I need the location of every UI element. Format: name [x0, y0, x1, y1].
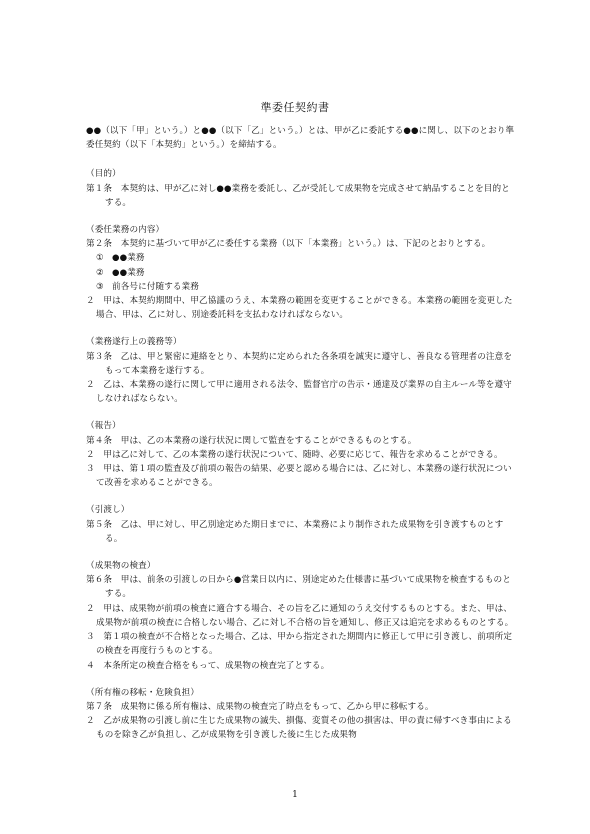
- item-number: ②: [96, 267, 104, 278]
- article-caption: （業務遂行上の義務等）: [86, 337, 182, 348]
- page-number: 1: [292, 790, 298, 800]
- paragraph-number: ４: [86, 660, 95, 671]
- sub-paragraph: [86, 714, 516, 742]
- document-body: [86, 124, 516, 756]
- list-item: [96, 251, 516, 265]
- paragraph-text: 甲は、本契約期間中、甲乙協議のうえ、本業務の範囲を変更することができる。本業務の範囲を変更した場合、甲は、乙に対し、別途委託料を支払わなければならない。: [96, 296, 513, 321]
- paragraph-number: ２: [86, 716, 95, 727]
- item-text: ●●業務: [112, 267, 145, 278]
- paragraph-text: 甲は、成果物が前項の検査に適合する場合、その旨を乙に通知のうえ交付するものとする。また、甲は、成果物が前項の検査に合格しない場合、乙に対し不合格の旨を通知し、修正又は追完を求めるものとする。: [96, 603, 514, 628]
- article-text: 成果物に係る所有権は、成果物の検査完了時点をもって、乙から甲に移転する。: [120, 701, 434, 712]
- list-item: [96, 266, 516, 280]
- article-main-paragraph: [86, 518, 516, 546]
- article-text: 甲は、前条の引渡しの日から●営業日以内に、別途定めた仕様書に基づいて成果物を検査するものとする。: [105, 575, 511, 600]
- article-text: 本契約に基づいて甲が乙に委任する業務（以下「本業務」という。）は、下記のとおりとする。: [120, 239, 491, 250]
- article-main-paragraph: [86, 573, 516, 601]
- article-caption: （目的）: [86, 169, 121, 180]
- article-6: [86, 559, 516, 673]
- article-main-paragraph: [86, 237, 516, 251]
- item-text: ●●業務: [112, 253, 145, 264]
- article-text: 甲は、乙の本業務の遂行状況に関して監査をすることができるものとする。: [120, 435, 417, 446]
- article-caption: （所有権の移転・危険負担）: [86, 687, 200, 698]
- paragraph-text: 乙は、本業務の遂行に関して甲に適用される法令、監督官庁の告示・通達及び業界の自主ルール等を遵守しなければならない。: [96, 380, 512, 405]
- paragraph-text: 甲は乙に対して、乙の本業務の遂行状況について、随時、必要に応じて、報告を求めることができる。: [103, 449, 503, 460]
- article-main-paragraph: [86, 700, 516, 714]
- item-number: ①: [96, 253, 104, 264]
- sub-paragraph: [86, 294, 516, 322]
- paragraph-number: ３: [86, 632, 95, 643]
- sub-paragraph: [86, 659, 516, 673]
- article-caption: （委任業務の内容）: [86, 225, 165, 236]
- article-4: [86, 419, 516, 490]
- item-list: [86, 251, 516, 294]
- sub-paragraph: [86, 630, 516, 658]
- article-caption: （成果物の検査）: [86, 561, 156, 572]
- article-number: 第２条: [86, 239, 113, 250]
- paragraph-number: ２: [86, 296, 95, 307]
- article-number: 第６条: [86, 575, 113, 586]
- sub-paragraph: [86, 378, 516, 406]
- article-number: 第４条: [86, 435, 113, 446]
- paragraph-number: ２: [86, 603, 95, 614]
- document-title: 準委任契約書: [260, 101, 330, 114]
- article-1: [86, 167, 516, 210]
- article-text: 乙は、甲に対し、甲乙別途定めた期日までに、本業務により制作された成果物を引き渡すものとする。: [105, 519, 504, 544]
- article-main-paragraph: [86, 350, 516, 378]
- paragraph-text: 甲は、第１項の監査及び前項の報告の結果、必要と認める場合には、乙に対し、本業務の遂行状況について改善を求めることができる。: [96, 464, 512, 489]
- article-2: [86, 223, 516, 322]
- article-3: [86, 335, 516, 406]
- article-caption: （報告）: [86, 421, 121, 432]
- sub-paragraph: [86, 448, 516, 462]
- article-main-paragraph: [86, 434, 516, 448]
- item-number: ③: [96, 281, 104, 292]
- article-number: 第１条: [86, 183, 113, 194]
- article-5: [86, 503, 516, 546]
- paragraph-number: ２: [86, 380, 95, 391]
- article-caption: （引渡し）: [86, 505, 130, 516]
- paragraph-number: ２: [86, 449, 95, 460]
- paragraph-number: ３: [86, 464, 95, 475]
- paragraph-text: 乙が成果物の引渡し前に生じた成果物の滅失、損傷、変質その他の損害は、甲の責に帰すべき事由によるものを除き乙が負担し、乙が成果物を引き渡した後に生じた成果物: [96, 716, 512, 741]
- article-text: 乙は、甲と緊密に連絡をとり、本契約に定められた各条項を誠実に遵守し、善良なる管理者の注意をもって本業務を遂行する。: [105, 351, 513, 376]
- article-main-paragraph: [86, 182, 516, 210]
- article-text: 本契約は、甲が乙に対し●●業務を委託し、乙が受託して成果物を完成させて納品することを目的とする。: [105, 183, 510, 208]
- sub-paragraph: [86, 462, 516, 490]
- article-7: [86, 686, 516, 743]
- article-number: 第５条: [86, 519, 113, 530]
- intro-paragraph: ●●（以下「甲」という。）と●●（以下「乙」という。）とは、甲が乙に委託する●●に関し、以下のとおり準委任契約（以下「本契約」という。）を締結する。: [86, 126, 515, 151]
- article-number: 第７条: [86, 701, 113, 712]
- item-text: 前各号に付随する業務: [112, 281, 199, 292]
- list-item: [96, 280, 516, 294]
- paragraph-text: 第１項の検査が不合格となった場合、乙は、甲から指定された期間内に修正して甲に引き渡し、前項所定の検査を再度行うものとする。: [96, 632, 513, 657]
- article-number: 第３条: [86, 351, 113, 362]
- sub-paragraph: [86, 602, 516, 630]
- paragraph-text: 本条所定の検査合格をもって、成果物の検査完了とする。: [103, 660, 330, 671]
